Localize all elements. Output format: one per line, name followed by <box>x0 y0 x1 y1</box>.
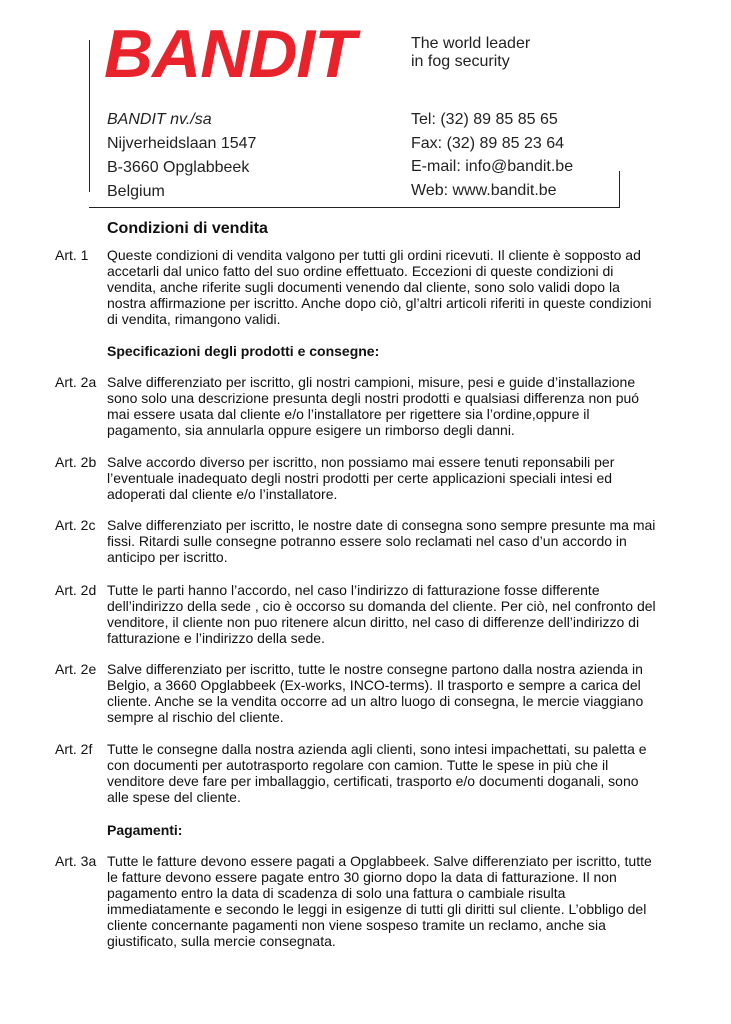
article-line: adoperati dal cliente e/o l’installatore. <box>107 486 338 502</box>
article-text <box>107 741 672 805</box>
article-line: alle spese del cliente. <box>107 789 241 805</box>
section-heading-payments: Pagamenti: <box>107 822 183 838</box>
section-heading-products: Specificazioni degli prodotti e consegne: <box>107 343 380 359</box>
article-line: pagamento, sia annularla oppure esigere un rimborso degli danni. <box>107 422 515 438</box>
article-text <box>107 247 672 327</box>
article-line: cliente. Anche se la vendita occorre ad un altro luogo di consegna, le mercie viaggiano <box>107 693 644 709</box>
article-line: Salve differenziato per iscritto, tutte le nostre consegne partono dalla nostra azienda in <box>107 661 643 677</box>
article-line: fatturazione e l’indirizzo della sede. <box>107 630 325 646</box>
article-line: Salve accordo diverso per iscritto, non possiamo mai essere tenuti reponsabili per <box>107 454 615 470</box>
article-number: Art. 2a <box>55 374 97 390</box>
article-number: Art. 2b <box>55 454 97 470</box>
article-line: nostra affirmazione per iscritto. Anche dopo ciò, gl’altri articoli riferiti in queste condizioni <box>107 295 652 311</box>
contact-web: Web: www.bandit.be <box>411 181 557 199</box>
article-text <box>107 454 672 502</box>
article-line: Tutte le consegne dalla nostra azienda agli clienti, sono intesi impachettati, su paletta e <box>107 741 647 757</box>
tagline-line-2: in fog security <box>411 53 510 70</box>
article-line: pagamento entro la data di scadenza di solo una fattura o cambiale risulta <box>107 885 566 901</box>
company-contact <box>411 110 573 204</box>
article-line: Tutte le fatture devono essere pagati a Opglabbeek. Salve differenziato per iscritto, tutte <box>107 853 652 869</box>
article-number: Art. 2d <box>55 582 97 598</box>
address-country: Belgium <box>107 183 165 200</box>
header-frame-right-line <box>619 171 620 208</box>
header-frame-left-line <box>89 40 90 192</box>
article-line: dell’indirizzo della sede , cio è occorso su domanda del cliente. Per ciò, nel confronto del <box>107 598 656 614</box>
article-line: Belgio, a 3660 Opglabbeek (Ex-works, INCO-terms). Il trasporto e sempre a carica del <box>107 677 641 693</box>
article-number: Art. 2e <box>55 661 97 677</box>
article-line: venditore, il cliente non puo ritenere alcun diritto, nel caso di differenze dell’indirizzo di <box>107 614 640 630</box>
article-line: le fatture devono essere pagate entro 30 giorno dopo la data di fatturazione. Il non <box>107 869 617 885</box>
article-line: Salve differenziato per iscritto, le nostre date di consegna sono sempre presunte ma mai <box>107 517 656 533</box>
article-line: accetarli dal unico fatto del suo ordine effettuato. Eccezioni di queste condizioni di <box>107 263 614 279</box>
article-number: Art. 3a <box>55 853 97 869</box>
tagline-line-1: The world leader <box>411 35 531 52</box>
article-text <box>107 582 672 646</box>
article-line: cliente concernante pagamenti non viene sospeso tramite un reclamo, anche sia <box>107 917 606 933</box>
article-number: Art. 2c <box>55 517 96 533</box>
article-line: Tutte le parti hanno l’accordo, nel caso l’indirizzo di fatturazione fosse differente <box>107 582 600 598</box>
document-title: Condizioni di vendita <box>107 220 268 237</box>
article-line: Salve differenziato per iscritto, gli nostri campioni, misure, pesi e guide d’installazione <box>107 374 636 390</box>
article-line: di vendita, rimangono validi. <box>107 311 281 327</box>
address-street: Nijverheidslaan 1547 <box>107 135 257 152</box>
contact-tel: Tel: (32) 89 85 85 65 <box>411 111 558 128</box>
address-city: B-3660 Opglabbeek <box>107 159 250 176</box>
company-address <box>107 110 256 206</box>
contact-email: E-mail: info@bandit.be <box>411 158 574 175</box>
header-frame-bottom-line <box>89 207 620 208</box>
article-line: fissi. Ritardi sulle consegne potranno essere solo reclamati nel caso d’un accordo in <box>107 533 627 549</box>
article-line: anticipo per iscritto. <box>107 549 228 565</box>
article-text <box>107 661 672 725</box>
article-line: l’eventuale inadequato degli nostri prodotti per certe applicazioni speciali intesi ed <box>107 470 613 486</box>
article-line: sono solo una descrizione presunta degli nostri prodotti e qualsiasi differenza non puó <box>107 390 640 406</box>
article-line: Queste condizioni di vendita valgono per tutti gli ordini ricevuti. Il cliente è sopposto ad <box>107 247 641 263</box>
article-text <box>107 374 672 438</box>
contact-fax: Fax: (32) 89 85 23 64 <box>411 134 564 152</box>
article-text <box>107 853 672 949</box>
article-text <box>107 517 672 565</box>
company-logo: BANDIT <box>104 16 355 92</box>
article-line: sempre al rischio del cliente. <box>107 709 284 725</box>
article-line: mai essere usata dal cliente e/o l’installatore per rigettere sia l’ordine,oppure il <box>107 406 590 422</box>
tagline <box>411 35 530 71</box>
article-line: immediatamente e secondo le leggi in esigenze di tutti gli diritti sul cliente. L’obbligo del <box>107 901 647 917</box>
article-number: Art. 2f <box>55 741 93 757</box>
article-number: Art. 1 <box>55 247 89 263</box>
company-name: BANDIT nv./sa <box>107 111 212 128</box>
article-line: con documenti per autotrasporto regolare con camion. Tutte le spese in più che il <box>107 757 609 773</box>
article-line: giustificato, sulla mercie consegnata. <box>107 933 336 949</box>
article-line: vendita, anche riferite sugli documenti venendo dal cliente, sono solo validi dopo la <box>107 279 620 295</box>
article-line: venditore deve fare per imballaggio, certificati, trasporto e/o documenti doganali, sono <box>107 773 639 789</box>
